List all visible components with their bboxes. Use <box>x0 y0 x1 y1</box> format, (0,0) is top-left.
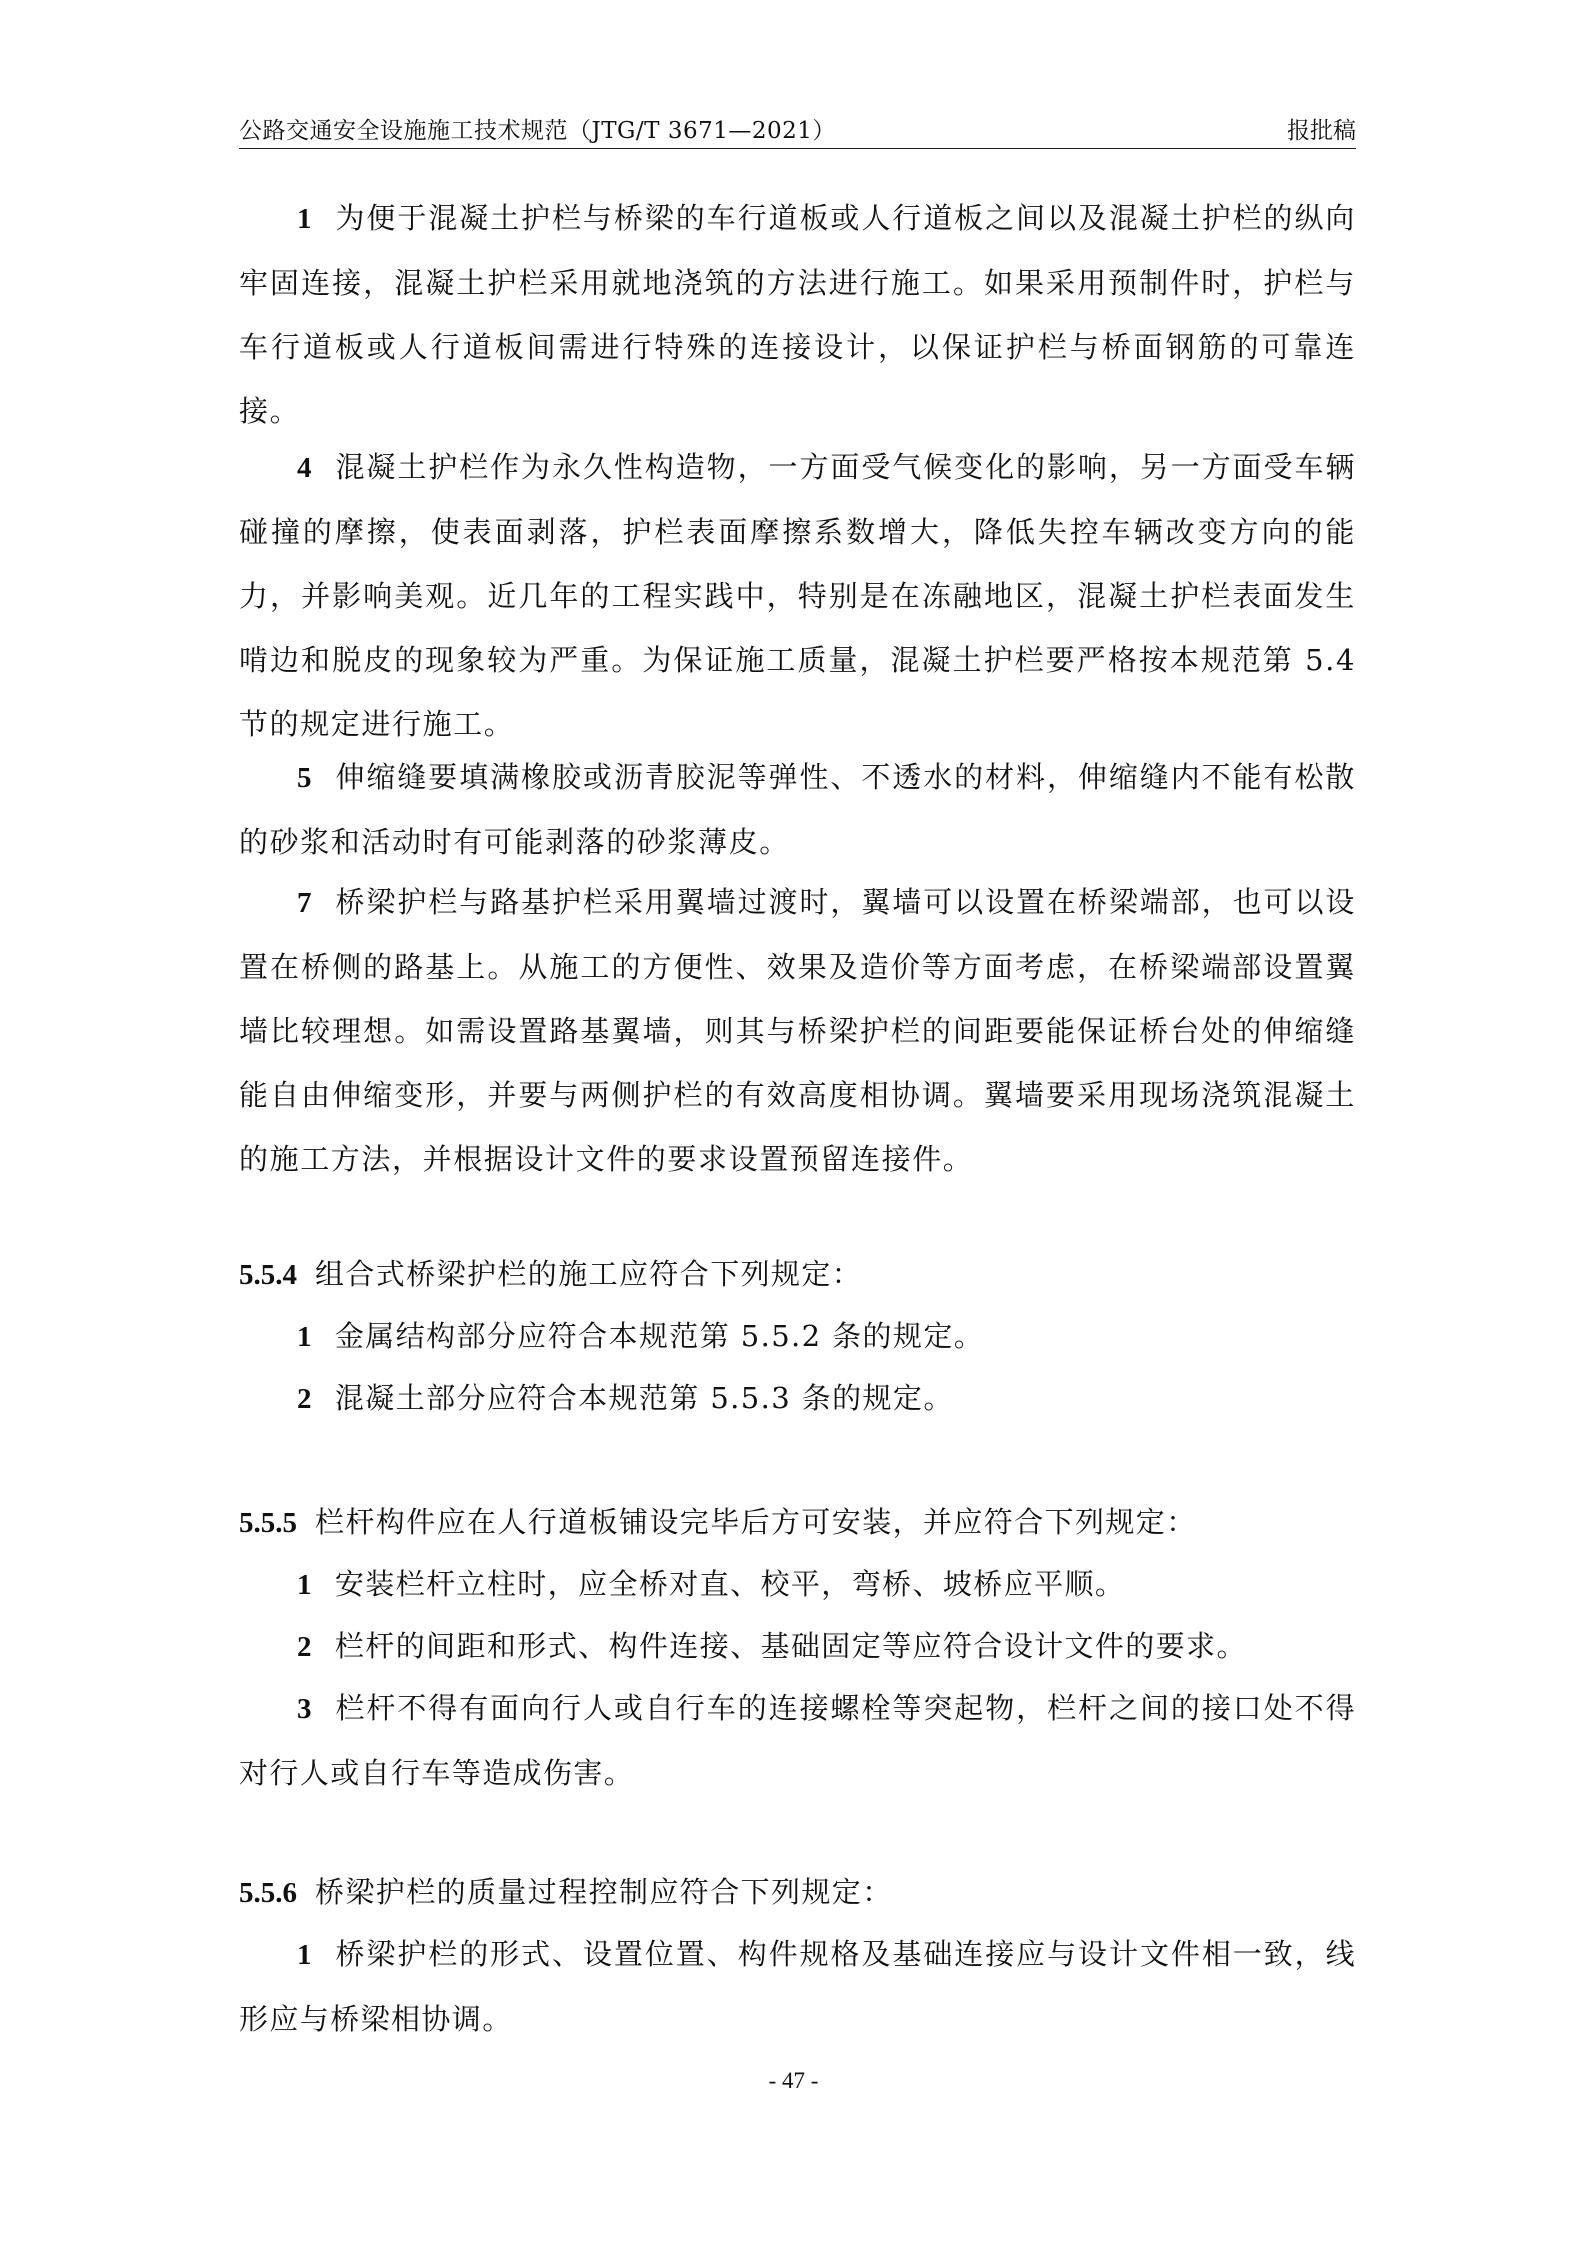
item-text: 桥梁护栏的形式、设置位置、构件规格及基础连接应与设计文件相一致，线形应与桥梁相协调。 <box>239 1937 1356 2036</box>
clause-5-5-4-item-2 <box>239 1366 1356 1431</box>
note-number: 5 <box>297 762 314 794</box>
item-text: 栏杆的间距和形式、构件连接、基础固定等应符合设计文件的要求。 <box>334 1629 1247 1663</box>
item-number: 1 <box>297 1939 313 1971</box>
item-text: 金属结构部分应符合本规范第 5.5.2 条的规定。 <box>334 1319 985 1353</box>
clause-number: 5.5.6 <box>239 1877 297 1909</box>
clause-5-5-4-item-1 <box>239 1304 1356 1369</box>
page-header <box>239 108 1356 149</box>
note-text: 为便于混凝土护栏与桥梁的车行道板或人行道板之间以及混凝土护栏的纵向牢固连接，混凝土护栏采用就地浇筑的方法进行施工。如果采用预制件时，护栏与车行道板或人行道板间需进行特殊的连接设计，以保证护栏与桥面钢筋的可靠连接。 <box>239 201 1356 428</box>
note-text: 伸缩缝要填满橡胶或沥青胶泥等弹性、不透水的材料，伸缩缝内不能有松散的砂浆和活动时有可能剥落的砂浆薄皮。 <box>239 760 1356 859</box>
clause-5-5-5-heading <box>239 1490 1356 1555</box>
clause-title: 桥梁护栏的质量过程控制应符合下列规定： <box>315 1875 893 1909</box>
item-text: 混凝土部分应符合本规范第 5.5.3 条的规定。 <box>334 1381 954 1415</box>
note-number: 4 <box>297 452 314 484</box>
commentary-note-4 <box>239 435 1356 756</box>
clause-title: 组合式桥梁护栏的施工应符合下列规定： <box>315 1257 863 1291</box>
draft-status: 报批稿 <box>1287 118 1356 144</box>
item-text: 安装栏杆立柱时，应全桥对直、校平，弯桥、坡桥应平顺。 <box>334 1567 1126 1601</box>
clause-5-5-6-item-1 <box>239 1922 1356 2051</box>
clause-5-5-6-heading <box>239 1860 1356 1925</box>
note-text: 混凝土护栏作为永久性构造物，一方面受气候变化的影响，另一方面受车辆碰撞的摩擦，使表面剥落，护栏表面摩擦系数增大，降低失控车辆改变方向的能力，并影响美观。近几年的工程实践中，特别是在冻融地区，混凝土护栏表面发生啃边和脱皮的现象较为严重。为保证施工质量，混凝土护栏要严格按本规范第 5.4 节的规定进行施工。 <box>239 450 1356 741</box>
clause-5-5-5-item-1 <box>239 1552 1356 1617</box>
commentary-note-1 <box>239 186 1356 443</box>
item-number: 1 <box>297 1321 313 1353</box>
commentary-note-7 <box>239 870 1356 1191</box>
clause-5-5-5-item-2 <box>239 1614 1356 1679</box>
item-number: 3 <box>297 1693 313 1725</box>
note-number: 1 <box>297 203 314 235</box>
commentary-note-5 <box>239 745 1356 874</box>
clause-title: 栏杆构件应在人行道板铺设完毕后方可安装，并应符合下列规定： <box>315 1505 1197 1539</box>
clause-5-5-4-heading <box>239 1242 1356 1307</box>
item-text: 栏杆不得有面向行人或自行车的连接螺栓等突起物，栏杆之间的接口处不得对行人或自行车等造成伤害。 <box>239 1691 1356 1790</box>
clause-number: 5.5.4 <box>239 1259 297 1291</box>
clause-5-5-5-item-3 <box>239 1676 1356 1805</box>
note-text: 桥梁护栏与路基护栏采用翼墙过渡时，翼墙可以设置在桥梁端部，也可以设置在桥侧的路基上。从施工的方便性、效果及造价等方面考虑，在桥梁端部设置翼墙比较理想。如需设置路基翼墙，则其与桥梁护栏的间距要能保证桥台处的伸缩缝能自由伸缩变形，并要与两侧护栏的有效高度相协调。翼墙要采用现场浇筑混凝土的施工方法，并根据设计文件的要求设置预留连接件。 <box>239 885 1356 1176</box>
clause-number: 5.5.5 <box>239 1507 297 1539</box>
note-number: 7 <box>297 887 314 919</box>
item-number: 1 <box>297 1569 313 1601</box>
item-number: 2 <box>297 1383 313 1415</box>
document-title: 公路交通安全设施施工技术规范（JTG/T 3671—2021） <box>239 118 836 144</box>
item-number: 2 <box>297 1631 313 1663</box>
page-number: - 47 - <box>768 2068 819 2093</box>
